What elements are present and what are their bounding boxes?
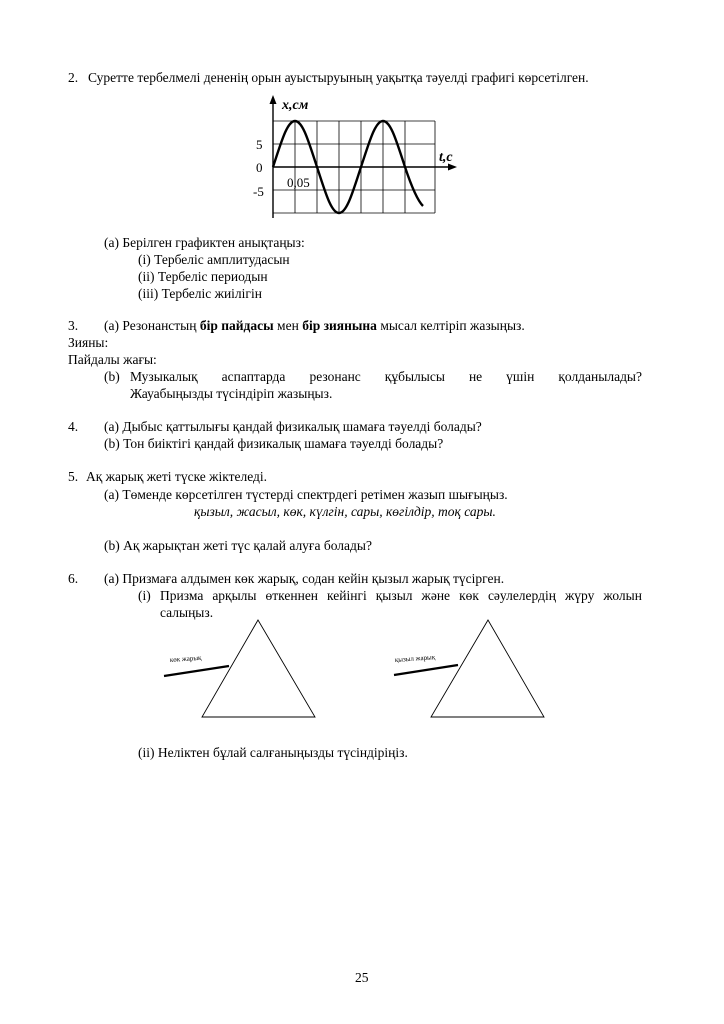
q5-number: 5. <box>68 469 79 484</box>
y-tick-5: 5 <box>256 137 263 152</box>
q2-text: Суретте тербелмелі дененің орын ауыстыруының уақытқа тәуелді графигі көрсетілген. <box>88 70 589 85</box>
q4-b: (b) Тон биіктігі қандай физикалық шамаға тәуелді болады? <box>104 436 444 451</box>
q3-b-line2: Жауабыңызды түсіндіріп жазыңыз. <box>130 386 333 401</box>
q6-ii: (ii) Неліктен бұлай салғаныңызды түсіндіріңіз. <box>138 745 408 760</box>
q3-number: 3. <box>68 318 79 333</box>
q4-number: 4. <box>68 419 79 434</box>
q6-i-line1: Призма арқылы өткеннен кейінгі қызыл және көк сәулелердің жүру жолын <box>160 588 642 603</box>
y-tick-0: 0 <box>256 160 263 175</box>
q3-harm-label: Зияны: <box>68 335 109 350</box>
q5-b: (b) Ақ жарықтан жеті түс қалай алуға болады? <box>104 538 372 553</box>
q6-number: 6. <box>68 571 79 586</box>
q6-i-label: (i) <box>138 588 151 603</box>
q6-i-line2: салыңыз. <box>160 605 214 620</box>
q3-a: (a) Резонанстың бір пайдасы мен бір зиянына мысал келтіріп жазыңыз. <box>104 318 525 333</box>
x-tick-005: 0,05 <box>287 175 310 190</box>
prism-right <box>388 614 568 724</box>
q2-item-frequency: (iii) Тербеліс жиілігін <box>138 286 262 301</box>
q5-text: Ақ жарық жеті түске жіктеледі. <box>86 469 268 484</box>
q6-a: (a) Призмаға алдымен көк жарық, содан кейін қызыл жарық түсірген. <box>104 571 505 586</box>
q2-number: 2. <box>68 70 79 85</box>
q5-colors: қызыл, жасыл, көк, күлгін, сары, көгілдір, тоқ сары. <box>194 504 496 519</box>
prism-left-label: көк жарық <box>169 653 202 664</box>
q2-item-amplitude: (i) Тербеліс амплитудасын <box>138 252 290 267</box>
prism-left <box>160 614 330 724</box>
displacement-time-graph <box>253 92 463 220</box>
q4-a: (a) Дыбыс қаттылығы қандай физикалық шамаға тәуелді болады? <box>104 419 482 434</box>
y-tick-minus5: -5 <box>253 184 264 199</box>
page-number: 25 <box>355 970 369 985</box>
prism-right-label: қызыл жарық <box>394 653 436 664</box>
y-axis-label: x,см <box>282 98 309 113</box>
q2-a-label: (a) Берілген графиктен анықтаңыз: <box>104 235 305 250</box>
q3-b-label: (b) <box>104 369 120 384</box>
q3-b-line1: Музыкалық аспаптарда резонанс құбылысы не үшін қолданылады? <box>130 369 642 384</box>
x-axis-label: t,c <box>439 150 453 165</box>
blue-light-ray <box>164 666 229 676</box>
q2-item-period: (ii) Тербеліс периодын <box>138 269 268 284</box>
q5-a: (a) Төменде көрсетілген түстерді спектрдегі ретімен жазып шығыңыз. <box>104 487 508 502</box>
red-light-ray <box>394 665 458 675</box>
q3-benefit-label: Пайдалы жағы: <box>68 352 157 367</box>
